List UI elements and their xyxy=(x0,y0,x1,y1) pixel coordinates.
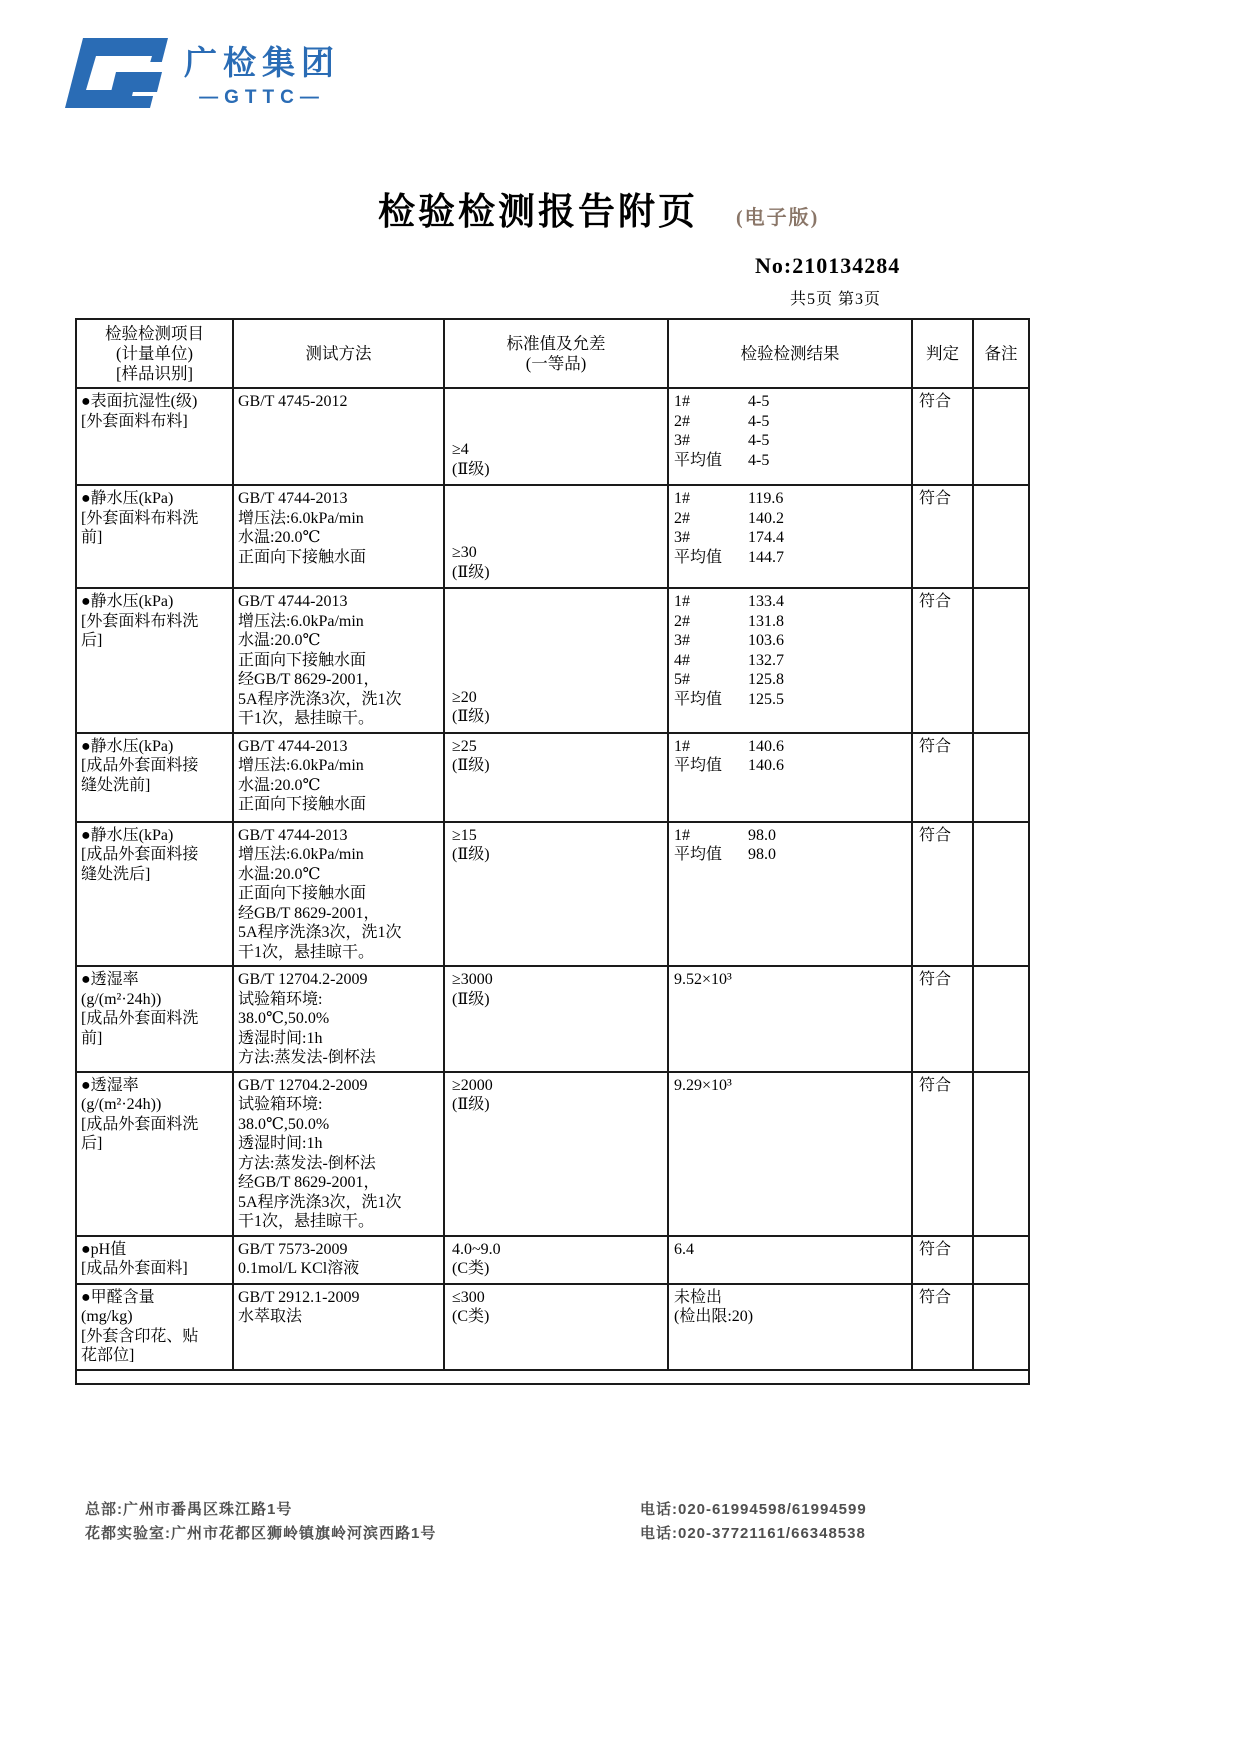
footer-phone: 电话:020-37721161/66348538 xyxy=(640,1525,866,1542)
cell-line: ●静水压(kPa) xyxy=(81,593,174,610)
cell-line: (Ⅱ级) xyxy=(452,708,490,725)
header-line: (一等品) xyxy=(525,353,587,373)
cell-line: 缝处洗后] xyxy=(81,865,151,883)
remark-cell xyxy=(973,733,1029,822)
item-cell xyxy=(76,822,233,967)
cell-line: [外套面料布料] xyxy=(81,412,188,430)
method-cell xyxy=(233,966,444,1072)
cell-line: 水温:20.0℃ xyxy=(238,632,321,649)
verdict-cell: 符合 xyxy=(912,966,973,1072)
result-line xyxy=(674,845,907,865)
cell-line: ●静水压(kPa) xyxy=(81,490,174,507)
results-table xyxy=(75,318,1030,1385)
result-line xyxy=(674,489,907,509)
item-cell xyxy=(76,588,233,733)
result-cell xyxy=(668,822,912,967)
cell-line: 38.0℃,50.0% xyxy=(238,1010,330,1027)
result-line xyxy=(674,509,907,529)
cell-line: (Ⅱ级) xyxy=(452,846,490,863)
logo-text xyxy=(184,37,340,109)
cell-line: GB/T 2912.1-2009 xyxy=(238,1288,360,1306)
result-label: 平均值 xyxy=(674,757,723,774)
standard-cell xyxy=(444,733,668,822)
cell-line: 试验箱环境: xyxy=(238,990,323,1008)
cell-line: [外套含印花、贴 xyxy=(81,1327,199,1345)
result-line xyxy=(674,392,907,412)
title-block xyxy=(378,181,819,235)
cell-line: ≥3000 xyxy=(452,971,493,988)
results-table-wrap xyxy=(75,318,1030,1385)
cell-line: 干1次，悬挂晾干。 xyxy=(238,943,375,961)
method-cell xyxy=(233,388,444,485)
cell-line: ≥20 xyxy=(452,688,477,706)
table-row xyxy=(76,1236,1029,1284)
header-line: 判定 xyxy=(926,343,959,363)
result-line xyxy=(674,651,907,671)
cell-line: GB/T 4744-2013 xyxy=(238,593,348,610)
method-cell xyxy=(233,1072,444,1236)
result-cell xyxy=(668,388,912,485)
table-spacer-row xyxy=(76,1370,1029,1384)
result-value: 174.4 xyxy=(748,529,784,546)
standard-cell xyxy=(444,1236,668,1284)
result-line xyxy=(674,826,907,846)
result-cell xyxy=(668,1072,912,1236)
remark-cell xyxy=(973,1072,1029,1236)
result-text: 6.4 xyxy=(674,1240,694,1258)
header-line: [样品识别] xyxy=(116,363,193,383)
cell-line: 水温:20.0℃ xyxy=(238,865,321,883)
result-label: 2# xyxy=(674,509,690,527)
result-text: 未检出 xyxy=(674,1288,723,1306)
result-label: 平均值 xyxy=(674,846,723,863)
cell-line: 增压法:6.0kPa/min xyxy=(238,757,364,774)
cell-line: 方法:蒸发法-倒杯法 xyxy=(238,1154,376,1172)
report-number: No:210134284 xyxy=(755,253,901,278)
result-text: (检出限:20) xyxy=(674,1308,754,1325)
verdict-cell: 符合 xyxy=(912,485,973,588)
cell-line: 增压法:6.0kPa/min xyxy=(238,509,364,527)
verdict-cell: 符合 xyxy=(912,1284,973,1370)
result-line xyxy=(674,431,907,451)
result-label: 平均值 xyxy=(674,548,723,566)
cell-line: 正面向下接触水面 xyxy=(238,796,367,813)
cell-line: (Ⅱ级) xyxy=(452,563,490,581)
result-value: 140.6 xyxy=(748,757,784,774)
cell-line: 4.0~9.0 xyxy=(452,1240,501,1258)
standard-cell xyxy=(444,588,668,733)
footer-address: 花都实验室:广州市花都区狮岭镇旗岭河滨西路1号 xyxy=(85,1525,437,1542)
result-value: 132.7 xyxy=(748,651,784,669)
remark-cell xyxy=(973,1284,1029,1370)
header-line: 标准值及允差 xyxy=(506,333,606,353)
cell-line: ≤300 xyxy=(452,1288,485,1306)
cell-line: GB/T 7573-2009 xyxy=(238,1240,348,1258)
company-name: 广检集团 xyxy=(184,44,340,81)
cell-line: ●甲醛含量 xyxy=(81,1288,155,1306)
table-header-row xyxy=(76,319,1029,388)
result-label: 1# xyxy=(674,593,690,610)
item-cell xyxy=(76,485,233,588)
spacer-cell xyxy=(76,1370,1029,1384)
footer-line-headquarters xyxy=(85,1498,1165,1522)
cell-line: 5A程序洗涤3次，洗1次 xyxy=(238,924,402,941)
cell-line: ●表面抗湿性(级) xyxy=(81,393,198,410)
cell-line: 试验箱环境: xyxy=(238,1096,323,1113)
cell-line: (Ⅱ级) xyxy=(452,990,490,1008)
column-header xyxy=(444,319,668,388)
title-suffix: (电子版) xyxy=(736,207,820,229)
verdict-cell: 符合 xyxy=(912,822,973,967)
cell-line: ●静水压(kPa) xyxy=(81,737,174,755)
cell-line: 水温:20.0℃ xyxy=(238,529,321,546)
result-line xyxy=(674,737,907,757)
cell-line: 干1次，悬挂晾干。 xyxy=(238,710,375,727)
cell-line: (g/(m²·24h)) xyxy=(81,1096,162,1113)
cell-line: GB/T 4744-2013 xyxy=(238,737,348,755)
cell-line: 5A程序洗涤3次，洗1次 xyxy=(238,690,402,708)
result-value: 103.6 xyxy=(748,632,784,649)
method-cell xyxy=(233,485,444,588)
column-header xyxy=(668,319,912,388)
cell-line: ●透湿率 xyxy=(81,1076,139,1094)
column-header xyxy=(76,319,233,388)
footer-phone: 电话:020-61994598/61994599 xyxy=(640,1501,867,1518)
result-value: 4-5 xyxy=(748,412,770,430)
verdict-cell: 符合 xyxy=(912,1236,973,1284)
cell-line: GB/T 12704.2-2009 xyxy=(238,971,368,988)
result-label: 4# xyxy=(674,651,690,669)
table-row xyxy=(76,733,1029,822)
standard-cell xyxy=(444,485,668,588)
header-line: 备注 xyxy=(984,343,1018,363)
item-cell xyxy=(76,388,233,485)
result-cell xyxy=(668,966,912,1072)
item-cell xyxy=(76,1236,233,1284)
result-value: 140.2 xyxy=(748,509,784,527)
footer xyxy=(85,1498,1165,1546)
result-cell xyxy=(668,1236,912,1284)
result-line xyxy=(674,592,907,612)
cell-line: ≥25 xyxy=(452,737,477,755)
cell-line: 增压法:6.0kPa/min xyxy=(238,612,364,630)
cell-line: (mg/kg) xyxy=(81,1308,133,1325)
item-cell xyxy=(76,1072,233,1236)
result-cell xyxy=(668,485,912,588)
page-title: 检验检测报告附页 xyxy=(378,191,698,232)
standard-cell xyxy=(444,966,668,1072)
result-value: 133.4 xyxy=(748,593,784,610)
column-header xyxy=(233,319,444,388)
table-row xyxy=(76,485,1029,588)
result-cell xyxy=(668,1284,912,1370)
result-line xyxy=(674,548,907,568)
cell-line: 后] xyxy=(81,632,103,649)
cell-line: 花部位] xyxy=(81,1347,135,1364)
cell-line: ≥15 xyxy=(452,826,477,844)
result-label: 2# xyxy=(674,612,690,630)
result-label: 2# xyxy=(674,412,690,430)
cell-line: 前] xyxy=(81,1029,103,1047)
cell-line: 透湿时间:1h xyxy=(238,1135,323,1152)
cell-line: (Ⅱ级) xyxy=(452,1096,490,1113)
table-row xyxy=(76,822,1029,967)
cell-line: (g/(m²·24h)) xyxy=(81,990,162,1008)
result-value: 125.8 xyxy=(748,671,784,688)
standard-cell xyxy=(444,822,668,967)
cell-line: 38.0℃,50.0% xyxy=(238,1115,330,1133)
remark-cell xyxy=(973,388,1029,485)
verdict-cell: 符合 xyxy=(912,588,973,733)
page-count: 共5页 第3页 xyxy=(790,291,882,308)
gttc-logo-icon xyxy=(58,36,170,110)
cell-line: 干1次，悬挂晾干。 xyxy=(238,1213,375,1230)
cell-line: 方法:蒸发法-倒杯法 xyxy=(238,1049,376,1066)
cell-line: 透湿时间:1h xyxy=(238,1029,323,1047)
verdict-cell: 符合 xyxy=(912,388,973,485)
table-row xyxy=(76,966,1029,1072)
standard-cell xyxy=(444,1072,668,1236)
result-line xyxy=(674,670,907,690)
result-label: 3# xyxy=(674,432,690,449)
cell-line: 后] xyxy=(81,1135,103,1152)
item-cell xyxy=(76,733,233,822)
cell-line: 5A程序洗涤3次，洗1次 xyxy=(238,1193,402,1211)
result-value: 98.0 xyxy=(748,846,776,863)
cell-line: (C类) xyxy=(452,1260,490,1277)
cell-line: ≥30 xyxy=(452,544,477,561)
cell-line: ●pH值 xyxy=(81,1240,127,1258)
result-cell xyxy=(668,733,912,822)
cell-line: (Ⅱ级) xyxy=(452,460,490,478)
method-cell xyxy=(233,1236,444,1284)
result-text: 9.29×10³ xyxy=(674,1076,732,1094)
method-cell xyxy=(233,822,444,967)
cell-line: 缝处洗前] xyxy=(81,776,151,794)
cell-line: [成品外套面料接 xyxy=(81,757,199,774)
cell-line: 水温:20.0℃ xyxy=(238,776,321,794)
standard-cell xyxy=(444,388,668,485)
result-label: 1# xyxy=(674,737,690,755)
column-header xyxy=(973,319,1029,388)
result-label: 3# xyxy=(674,632,690,649)
method-cell xyxy=(233,733,444,822)
table-row xyxy=(76,1284,1029,1370)
method-cell xyxy=(233,1284,444,1370)
cell-line: 正面向下接触水面 xyxy=(238,548,367,566)
result-cell xyxy=(668,588,912,733)
footer-address: 总部:广州市番禺区珠江路1号 xyxy=(85,1501,293,1518)
company-abbr: —GTTC— xyxy=(199,87,325,108)
cell-line: ●静水压(kPa) xyxy=(81,826,174,844)
result-value: 125.5 xyxy=(748,690,784,708)
result-line xyxy=(674,631,907,651)
result-value: 4-5 xyxy=(748,451,770,469)
verdict-cell: 符合 xyxy=(912,1072,973,1236)
cell-line: 正面向下接触水面 xyxy=(238,885,367,902)
result-line xyxy=(674,612,907,632)
result-value: 131.8 xyxy=(748,612,784,630)
result-line xyxy=(674,756,907,776)
cell-line: ≥4 xyxy=(452,441,469,458)
result-label: 1# xyxy=(674,490,690,507)
verdict-cell: 符合 xyxy=(912,733,973,822)
result-value: 98.0 xyxy=(748,826,776,844)
header-line: (计量单位) xyxy=(116,343,193,363)
cell-line: (C类) xyxy=(452,1308,490,1325)
cell-line: GB/T 12704.2-2009 xyxy=(238,1076,368,1094)
result-value: 140.6 xyxy=(748,737,784,755)
column-header xyxy=(912,319,973,388)
cell-line: 正面向下接触水面 xyxy=(238,651,367,669)
cell-line: 增压法:6.0kPa/min xyxy=(238,846,364,863)
result-value: 4-5 xyxy=(748,393,770,410)
header-line: 测试方法 xyxy=(305,343,372,363)
cell-line: (Ⅱ级) xyxy=(452,757,490,774)
cell-line: [外套面料布料洗 xyxy=(81,612,199,630)
cell-line: 前] xyxy=(81,529,103,546)
header-line: 检验检测项目 xyxy=(105,323,204,343)
standard-cell xyxy=(444,1284,668,1370)
result-label: 平均值 xyxy=(674,451,723,469)
remark-cell xyxy=(973,966,1029,1072)
result-line xyxy=(674,412,907,432)
remark-cell xyxy=(973,485,1029,588)
item-cell xyxy=(76,1284,233,1370)
logo xyxy=(58,36,340,110)
result-label: 5# xyxy=(674,671,690,688)
cell-line: 0.1mol/L KCl溶液 xyxy=(238,1260,360,1277)
remark-cell xyxy=(973,822,1029,967)
item-cell xyxy=(76,966,233,1072)
result-value: 144.7 xyxy=(748,548,784,566)
cell-line: [成品外套面料洗 xyxy=(81,1010,199,1027)
cell-line: ≥2000 xyxy=(452,1076,493,1094)
cell-line: 经GB/T 8629-2001， xyxy=(238,1174,380,1191)
cell-line: 经GB/T 8629-2001， xyxy=(238,671,380,688)
result-line xyxy=(674,528,907,548)
result-text: 9.52×10³ xyxy=(674,971,732,988)
cell-line: GB/T 4745-2012 xyxy=(238,393,348,410)
cell-line: GB/T 4744-2013 xyxy=(238,826,348,844)
cell-line: [成品外套面料洗 xyxy=(81,1115,199,1133)
result-value: 4-5 xyxy=(748,432,770,449)
result-label: 1# xyxy=(674,826,690,844)
table-row xyxy=(76,388,1029,485)
result-label: 1# xyxy=(674,393,690,410)
remark-cell xyxy=(973,588,1029,733)
cell-line: [成品外套面料接 xyxy=(81,846,199,863)
footer-line-lab xyxy=(85,1522,1165,1546)
cell-line: [成品外套面料] xyxy=(81,1260,188,1277)
header-line: 检验检测结果 xyxy=(740,343,840,363)
table-row xyxy=(76,1072,1029,1236)
cell-line: 水萃取法 xyxy=(238,1308,303,1325)
result-value: 119.6 xyxy=(748,490,784,507)
result-label: 3# xyxy=(674,529,690,546)
remark-cell xyxy=(973,1236,1029,1284)
result-line xyxy=(674,451,907,471)
result-label: 平均值 xyxy=(674,690,723,708)
method-cell xyxy=(233,588,444,733)
table-row xyxy=(76,588,1029,733)
cell-line: [外套面料布料洗 xyxy=(81,509,199,527)
cell-line: 经GB/T 8629-2001， xyxy=(238,904,380,922)
result-line xyxy=(674,690,907,710)
cell-line: ●透湿率 xyxy=(81,971,139,988)
cell-line: GB/T 4744-2013 xyxy=(238,490,348,507)
